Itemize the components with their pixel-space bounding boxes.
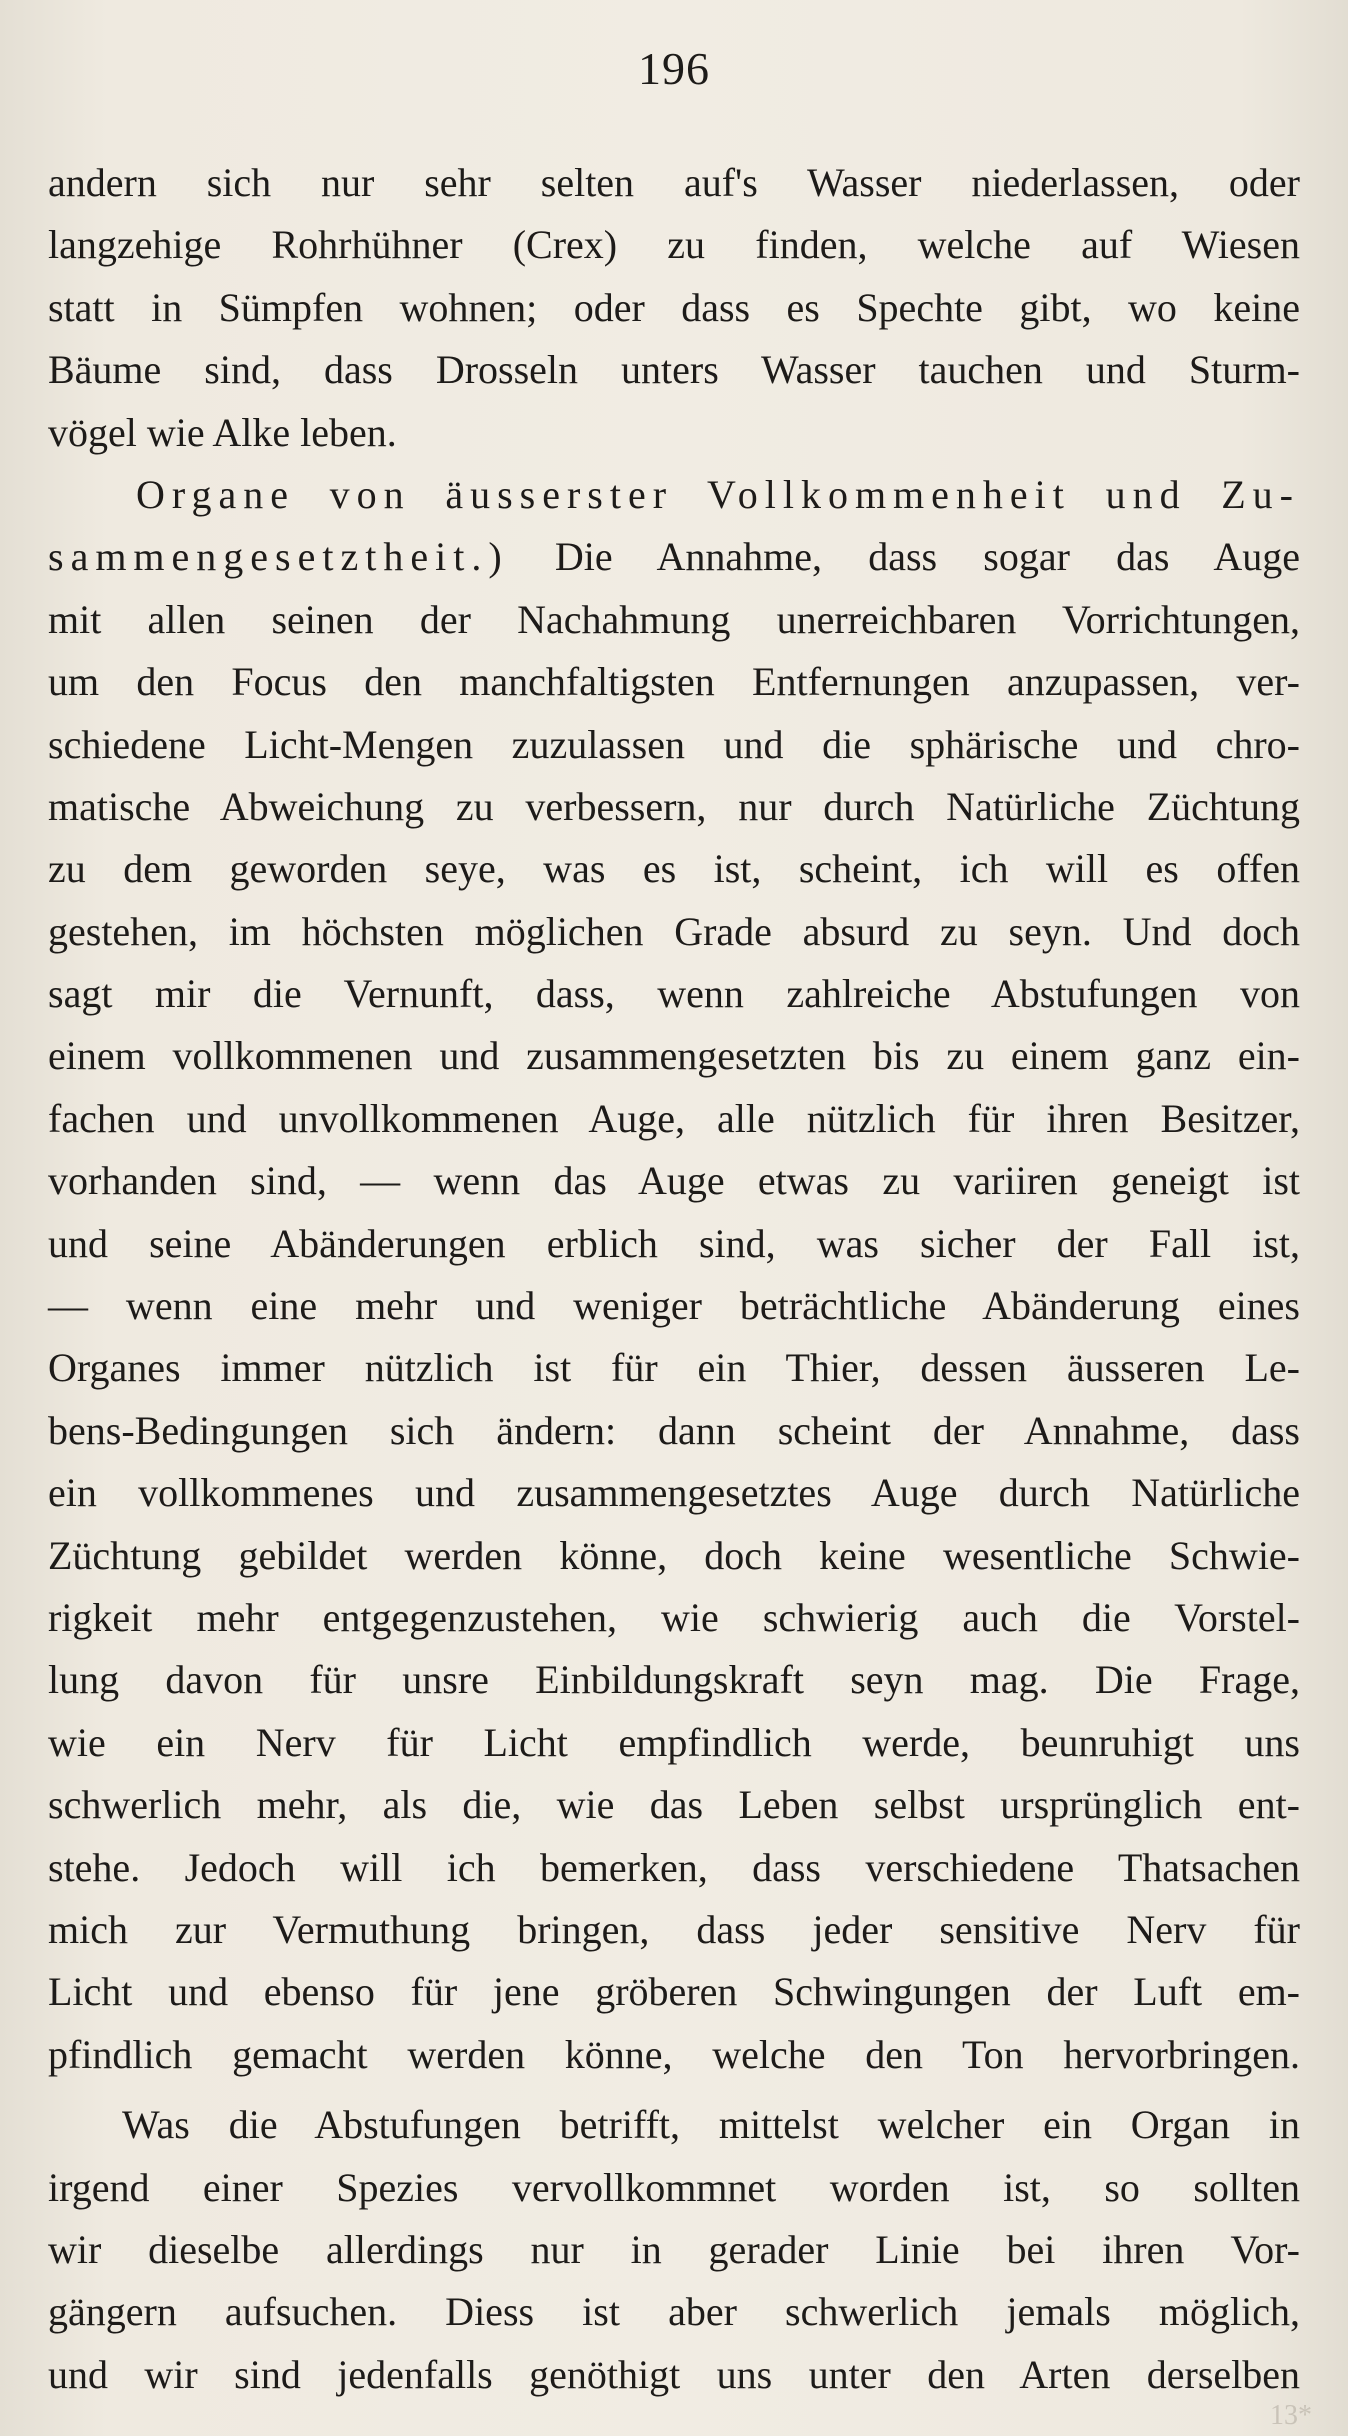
text-line: gestehen, im höchsten möglichen Grade absurd zu seyn. Und doch (48, 908, 1300, 954)
text-line: langzehige Rohrhühner (Crex) zu finden, welche auf Wiesen (48, 222, 1300, 268)
text-line: mit allen seinen der Nachahmung unerreichbaren Vorrichtungen, (48, 596, 1300, 642)
text-line: stehe. Jedoch will ich bemerken, dass verschiedene Thatsachen (48, 1844, 1300, 1890)
text-line: irgend einer Spezies vervollkommnet worden ist, so sollten (48, 2164, 1300, 2210)
text-line: bens-Bedingungen sich ändern: dann scheint der Annahme, dass (48, 1407, 1300, 1453)
body-text (48, 152, 1300, 2406)
text-line: andern sich nur sehr selten auf's Wasser niederlassen, oder (48, 160, 1300, 205)
section-heading-tail: sammengesetztheit.) (48, 534, 509, 580)
text-line: schwerlich mehr, als die, wie das Leben selbst ursprünglich ent- (48, 1782, 1300, 1828)
text-line: wie ein Nerv für Licht empfindlich werde, beunruhigt uns (48, 1719, 1300, 1765)
text-line: wir dieselbe allerdings nur in gerader Linie bei ihren Vor- (48, 2226, 1300, 2272)
text-line: einem vollkommenen und zusammengesetzten bis zu einem ganz ein- (48, 1033, 1300, 1079)
text-line: und seine Abänderungen erblich sind, was sicher der Fall ist, (48, 1220, 1300, 1266)
text-line: Bäume sind, dass Drosseln unters Wasser tauchen und Sturm- (48, 347, 1300, 393)
text-line: mich zur Vermuthung bringen, dass jeder sensitive Nerv für (48, 1906, 1300, 1952)
page-number: 196 (638, 43, 710, 94)
text-line: rigkeit mehr entgegenzustehen, wie schwierig auch die Vorstel- (48, 1594, 1300, 1640)
text-line: vorhanden sind, — wenn das Auge etwas zu variiren geneigt ist (48, 1158, 1300, 1204)
text-line: und wir sind jedenfalls genöthigt uns unter den Arten derselben (48, 2351, 1300, 2397)
text-line: Organes immer nützlich ist für ein Thier, dessen äusseren Le- (48, 1345, 1300, 1391)
text-line: fachen und unvollkommenen Auge, alle nützlich für ihren Besitzer, (48, 1095, 1300, 1141)
text-line: ein vollkommenes und zusammengesetztes Auge durch Natürliche (48, 1470, 1300, 1516)
text-line: sagt mir die Vernunft, dass, wenn zahlreiche Abstufungen von (48, 971, 1300, 1017)
text-line: um den Focus den manchfaltigsten Entfernungen anzupassen, ver- (48, 659, 1300, 705)
text-line: matische Abweichung zu verbessern, nur durch Natürliche Züchtung (48, 783, 1300, 829)
text-line: Licht und ebenso für jene gröberen Schwingungen der Luft em- (48, 1969, 1300, 2015)
paragraph-start: Die Annahme, dass sogar das Auge (554, 534, 1300, 580)
text-line: schiedene Licht-Mengen zuzulassen und die sphärische und chro- (48, 721, 1300, 767)
text-line: statt in Sümpfen wohnen; oder dass es Spechte gibt, wo keine (48, 284, 1300, 330)
text-line: pfindlich gemacht werden könne, welche den Ton hervorbringen. (48, 2031, 1300, 2077)
text-line-mixed (48, 526, 1300, 588)
text-line: — wenn eine mehr und weniger beträchtliche Abänderung eines (48, 1283, 1300, 1329)
text-line: gängern aufsuchen. Diess ist aber schwerlich jemals möglich, (48, 2289, 1300, 2335)
text-line: Züchtung gebildet werden könne, doch keine wesentliche Schwie- (48, 1532, 1300, 1578)
text-line: lung davon für unsre Einbildungskraft seyn mag. Die Frage, (48, 1657, 1300, 1703)
text-line: Was die Abstufungen betrifft, mittelst welcher ein Organ in (122, 2102, 1300, 2148)
section-heading-line: Organe von äusserster Vollkommenheit und Zu- (136, 471, 1300, 517)
signature-mark: 13* (1270, 2400, 1312, 2431)
text-line: zu dem geworden seye, was es ist, scheint, ich will es offen (48, 846, 1300, 892)
text-line: vögel wie Alke leben. (48, 409, 397, 455)
